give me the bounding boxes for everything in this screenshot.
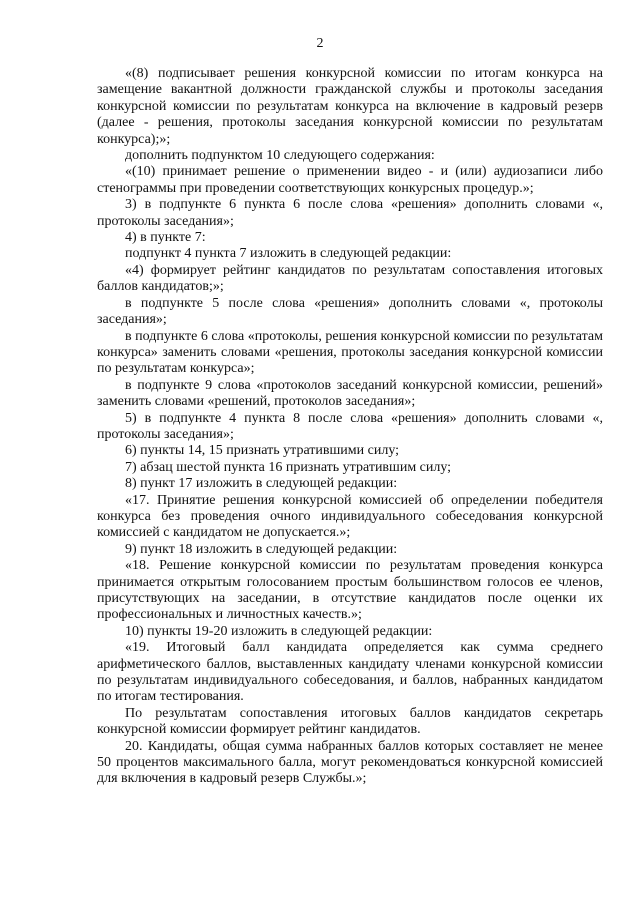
paragraph: 7) абзац шестой пункта 16 признать утратившим силу;: [125, 459, 452, 475]
paragraph: в подпункте 5 после слова «решения» дополнить словами «, протоколы заседания»;: [97, 295, 603, 328]
paragraph: подпункт 4 пункта 7 изложить в следующей редакции:: [125, 246, 452, 262]
paragraph: По результатам сопоставления итоговых баллов кандидатов секретарь конкурсной комиссии формирует рейтинг кандидатов.: [97, 705, 603, 738]
paragraph: дополнить подпунктом 10 следующего содержания:: [125, 148, 435, 164]
page-number: 2: [316, 36, 324, 51]
paragraph: «(8) подписывает решения конкурсной комиссии по итогам конкурса на замещение вакантной должности гражданской службы и протоколы заседания конкурсной комиссии по результатам конкурса на включение в кадровый резерв (далее - решения, протоколы заседания конкурсной комиссии по результатам конкурса);»;: [97, 66, 603, 147]
paragraph: 4) в пункте 7:: [125, 230, 206, 246]
paragraph: 5) в подпункте 4 пункта 8 после слова «решения» дополнить словами «, протоколы заседания»;: [97, 410, 603, 442]
paragraph: 8) пункт 17 изложить в следующей редакции:: [125, 476, 398, 492]
paragraph: «4) формирует рейтинг кандидатов по результатам сопоставления итоговых баллов кандидатов;»;: [97, 262, 603, 295]
paragraph: в подпункте 9 слова «протоколов заседаний конкурсной комиссии, решений» заменить словами «решений, протоколов заседания»;: [97, 377, 603, 410]
paragraph: «18. Решение конкурсной комиссии по результатам проведения конкурса принимается открытым голосованием простым большинством голосов ее членов, присутствующих на заседании, в отсутствие кандидатов после оценки их профессиональных и личностных качеств.»;: [97, 558, 603, 623]
paragraph: «(10) принимает решение о применении видео - и (или) аудиозаписи либо стенограммы при проведении соответствующих конкурсных процедур.»;: [97, 164, 603, 196]
paragraph: «17. Принятие решения конкурсной комиссией об определении победителя конкурса без проведения очного индивидуального собеседования конкурсной комиссией с кандидатом не допускается.»;: [97, 492, 603, 541]
paragraph: «19. Итоговый балл кандидата определяется как сумма среднего арифметического баллов, выставленных кандидату членами конкурсной комиссии по результатам индивидуального собеседования, и баллов, набранных кандидатом по итогам тестирования.: [97, 640, 603, 705]
paragraph: 9) пункт 18 изложить в следующей редакции:: [125, 541, 398, 557]
paragraph: 6) пункты 14, 15 признать утратившими силу;: [125, 443, 400, 459]
paragraph: в подпункте 6 слова «протоколы, решения конкурсной комиссии по результатам конкурса» заменить словами «решения, протоколы заседания конкурсной комиссии по результатам конкурса»;: [97, 328, 603, 377]
paragraph: 10) пункты 19-20 изложить в следующей редакции:: [125, 623, 433, 639]
document-body: [97, 66, 603, 788]
paragraph: 3) в подпункте 6 пункта 6 после слова «решения» дополнить словами «, протоколы заседания»;: [97, 197, 603, 229]
paragraph: 20. Кандидаты, общая сумма набранных баллов которых составляет не менее 50 процентов максимального балла, могут рекомендоваться конкурсной комиссией для включения в кадровый резерв Службы.»;: [97, 738, 603, 787]
